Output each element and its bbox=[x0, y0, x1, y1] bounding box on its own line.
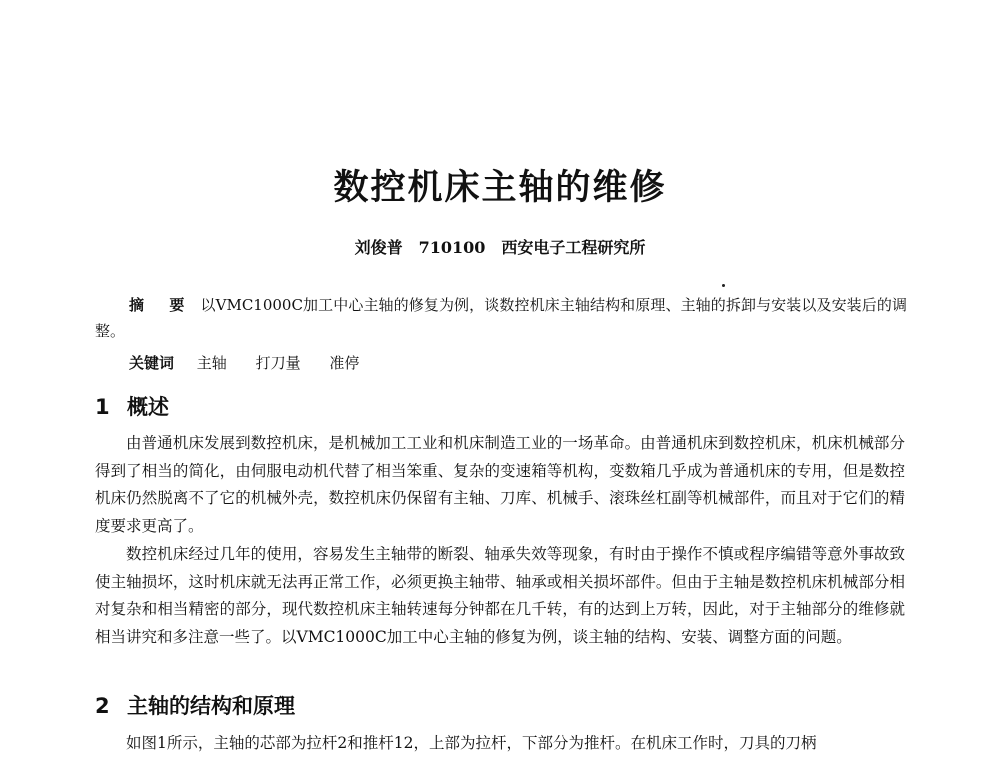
body-paragraph: 由普通机床发展到数控机床，是机械加工工业和机床制造工业的一场革命。由普通机床到数控机床，机床机械部分得到了相当的简化，由伺服电动机代替了相当笨重、复杂的变速箱等机构，变数箱几乎成为普通机床的专用，但是数控机床仍然脱离不了它的机械外壳，数控机床仍保留有主轴、刀库、机械手、滚珠丝杠副等机械部件，而且对于它们的精度要求更高了。 bbox=[95, 434, 905, 535]
keyword: 准停 bbox=[329, 354, 360, 372]
section-number: 1 bbox=[95, 395, 110, 419]
body-paragraph: 数控机床经过几年的使用，容易发生主轴带的断裂、轴承失效等现象，有时由于操作不慎或程序编错等意外事故致使主轴损坏，这时机床就无法再正常工作，必须更换主轴带、轴承或相关损坏部件。但由于主轴是数控机床机械部分相对复杂和相当精密的部分，现代数控机床主轴转速每分钟都在几千转，有的达到上万转，因此，对于主轴部分的维修就相当讲究和多注意一些了。以VMC1000C加工中心主轴的修复为例，谈主轴的结构、安装、调整方面的问题。 bbox=[95, 545, 905, 646]
section-title: 概述 bbox=[127, 395, 169, 419]
keywords bbox=[129, 350, 383, 376]
author-line: 刘俊普 710100 西安电子工程研究所 bbox=[354, 238, 646, 257]
abstract-label: 摘 要 bbox=[129, 296, 195, 314]
keyword: 打刀量 bbox=[255, 354, 301, 372]
section-number: 2 bbox=[95, 694, 110, 718]
body-paragraph: 如图1所示，主轴的芯部为拉杆2和推杆12，上部为拉杆，下部分为推杆。在机床工作时，刀具的刀柄 bbox=[126, 734, 817, 752]
abstract bbox=[95, 292, 907, 344]
section-heading bbox=[95, 690, 295, 720]
stray-dot bbox=[722, 284, 725, 287]
keywords-label: 关键词 bbox=[129, 354, 175, 372]
section-title: 主轴的结构和原理 bbox=[127, 694, 295, 718]
paper-title: 数控机床主轴的维修 bbox=[333, 168, 667, 208]
section-heading bbox=[95, 391, 169, 421]
keyword: 主轴 bbox=[196, 354, 227, 372]
abstract-text: 以VMC1000C加工中心主轴的修复为例，谈数控机床主轴结构和原理、主轴的拆卸与安装以及安装后的调整。 bbox=[95, 296, 907, 340]
